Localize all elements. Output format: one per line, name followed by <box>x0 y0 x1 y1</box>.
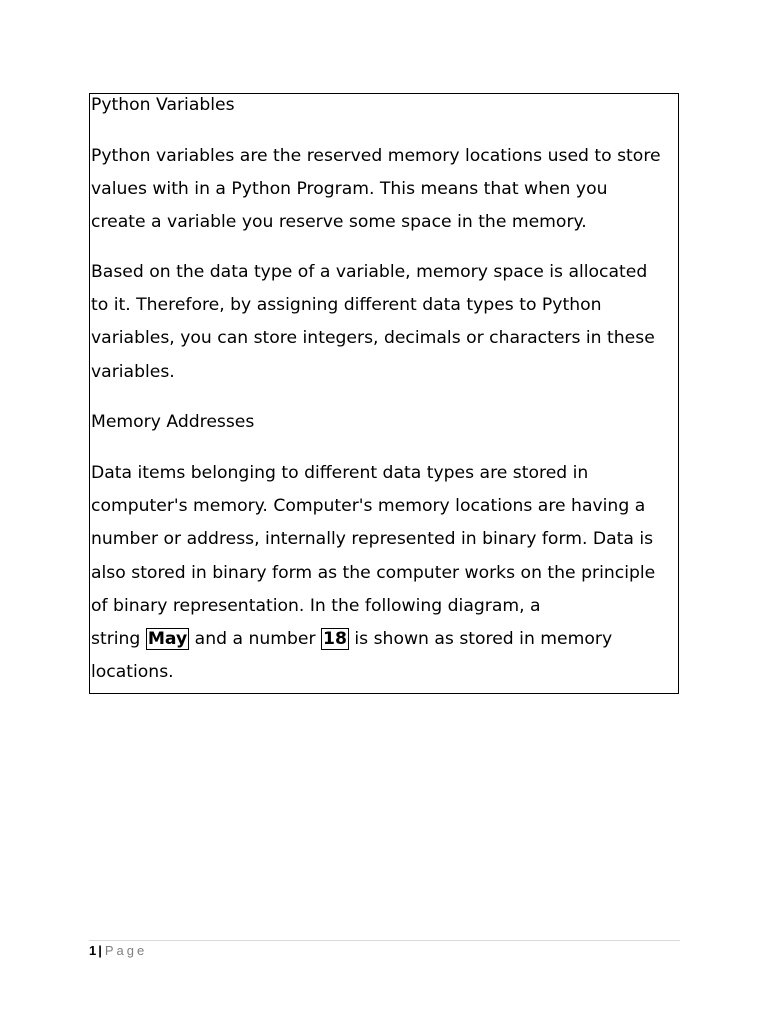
text-fragment: and a number <box>189 629 322 650</box>
text-line: to it. Therefore, by assigning different data types to Python <box>91 295 602 316</box>
text-line: locations. <box>91 662 174 683</box>
text-line: also stored in binary form as the computer works on the principle <box>91 562 656 583</box>
page-number: 1 <box>89 943 97 958</box>
text-line: computer's memory. Computer's memory locations are having a <box>91 496 646 517</box>
text-line-with-boxes <box>91 623 655 656</box>
text-line: values with in a Python Program. This means that when you <box>91 179 608 200</box>
text-line: Python variables are the reserved memory locations used to store <box>91 146 661 166</box>
footer-separator: | <box>98 943 102 958</box>
text-line: variables, you can store integers, decimals or characters in these <box>91 328 655 349</box>
text-fragment: string <box>91 629 146 650</box>
page-footer <box>89 943 147 959</box>
page-label: Page <box>104 943 148 958</box>
paragraph-memory-addresses <box>91 457 655 689</box>
text-line: Based on the data type of a variable, memory space is allocated <box>91 262 648 282</box>
text-line: create a variable you reserve some space in the memory. <box>91 212 587 233</box>
heading-memory-addresses: Memory Addresses <box>91 412 255 432</box>
footer-divider <box>89 940 680 941</box>
text-line: number or address, internally represented in binary form. Data is <box>91 529 654 550</box>
text-line: of binary representation. In the following diagram, a <box>91 595 541 616</box>
boxed-string-may: May <box>147 629 188 650</box>
heading-python-variables: Python Variables <box>91 95 235 115</box>
text-line: variables. <box>91 361 175 382</box>
text-fragment: is shown as stored in memory <box>348 629 613 650</box>
text-line: Data items belonging to different data types are stored in <box>91 463 589 483</box>
paragraph-data-types <box>91 256 655 389</box>
paragraph-python-variables <box>91 140 661 240</box>
boxed-number-18: 18 <box>323 629 347 650</box>
content-box <box>89 93 679 694</box>
